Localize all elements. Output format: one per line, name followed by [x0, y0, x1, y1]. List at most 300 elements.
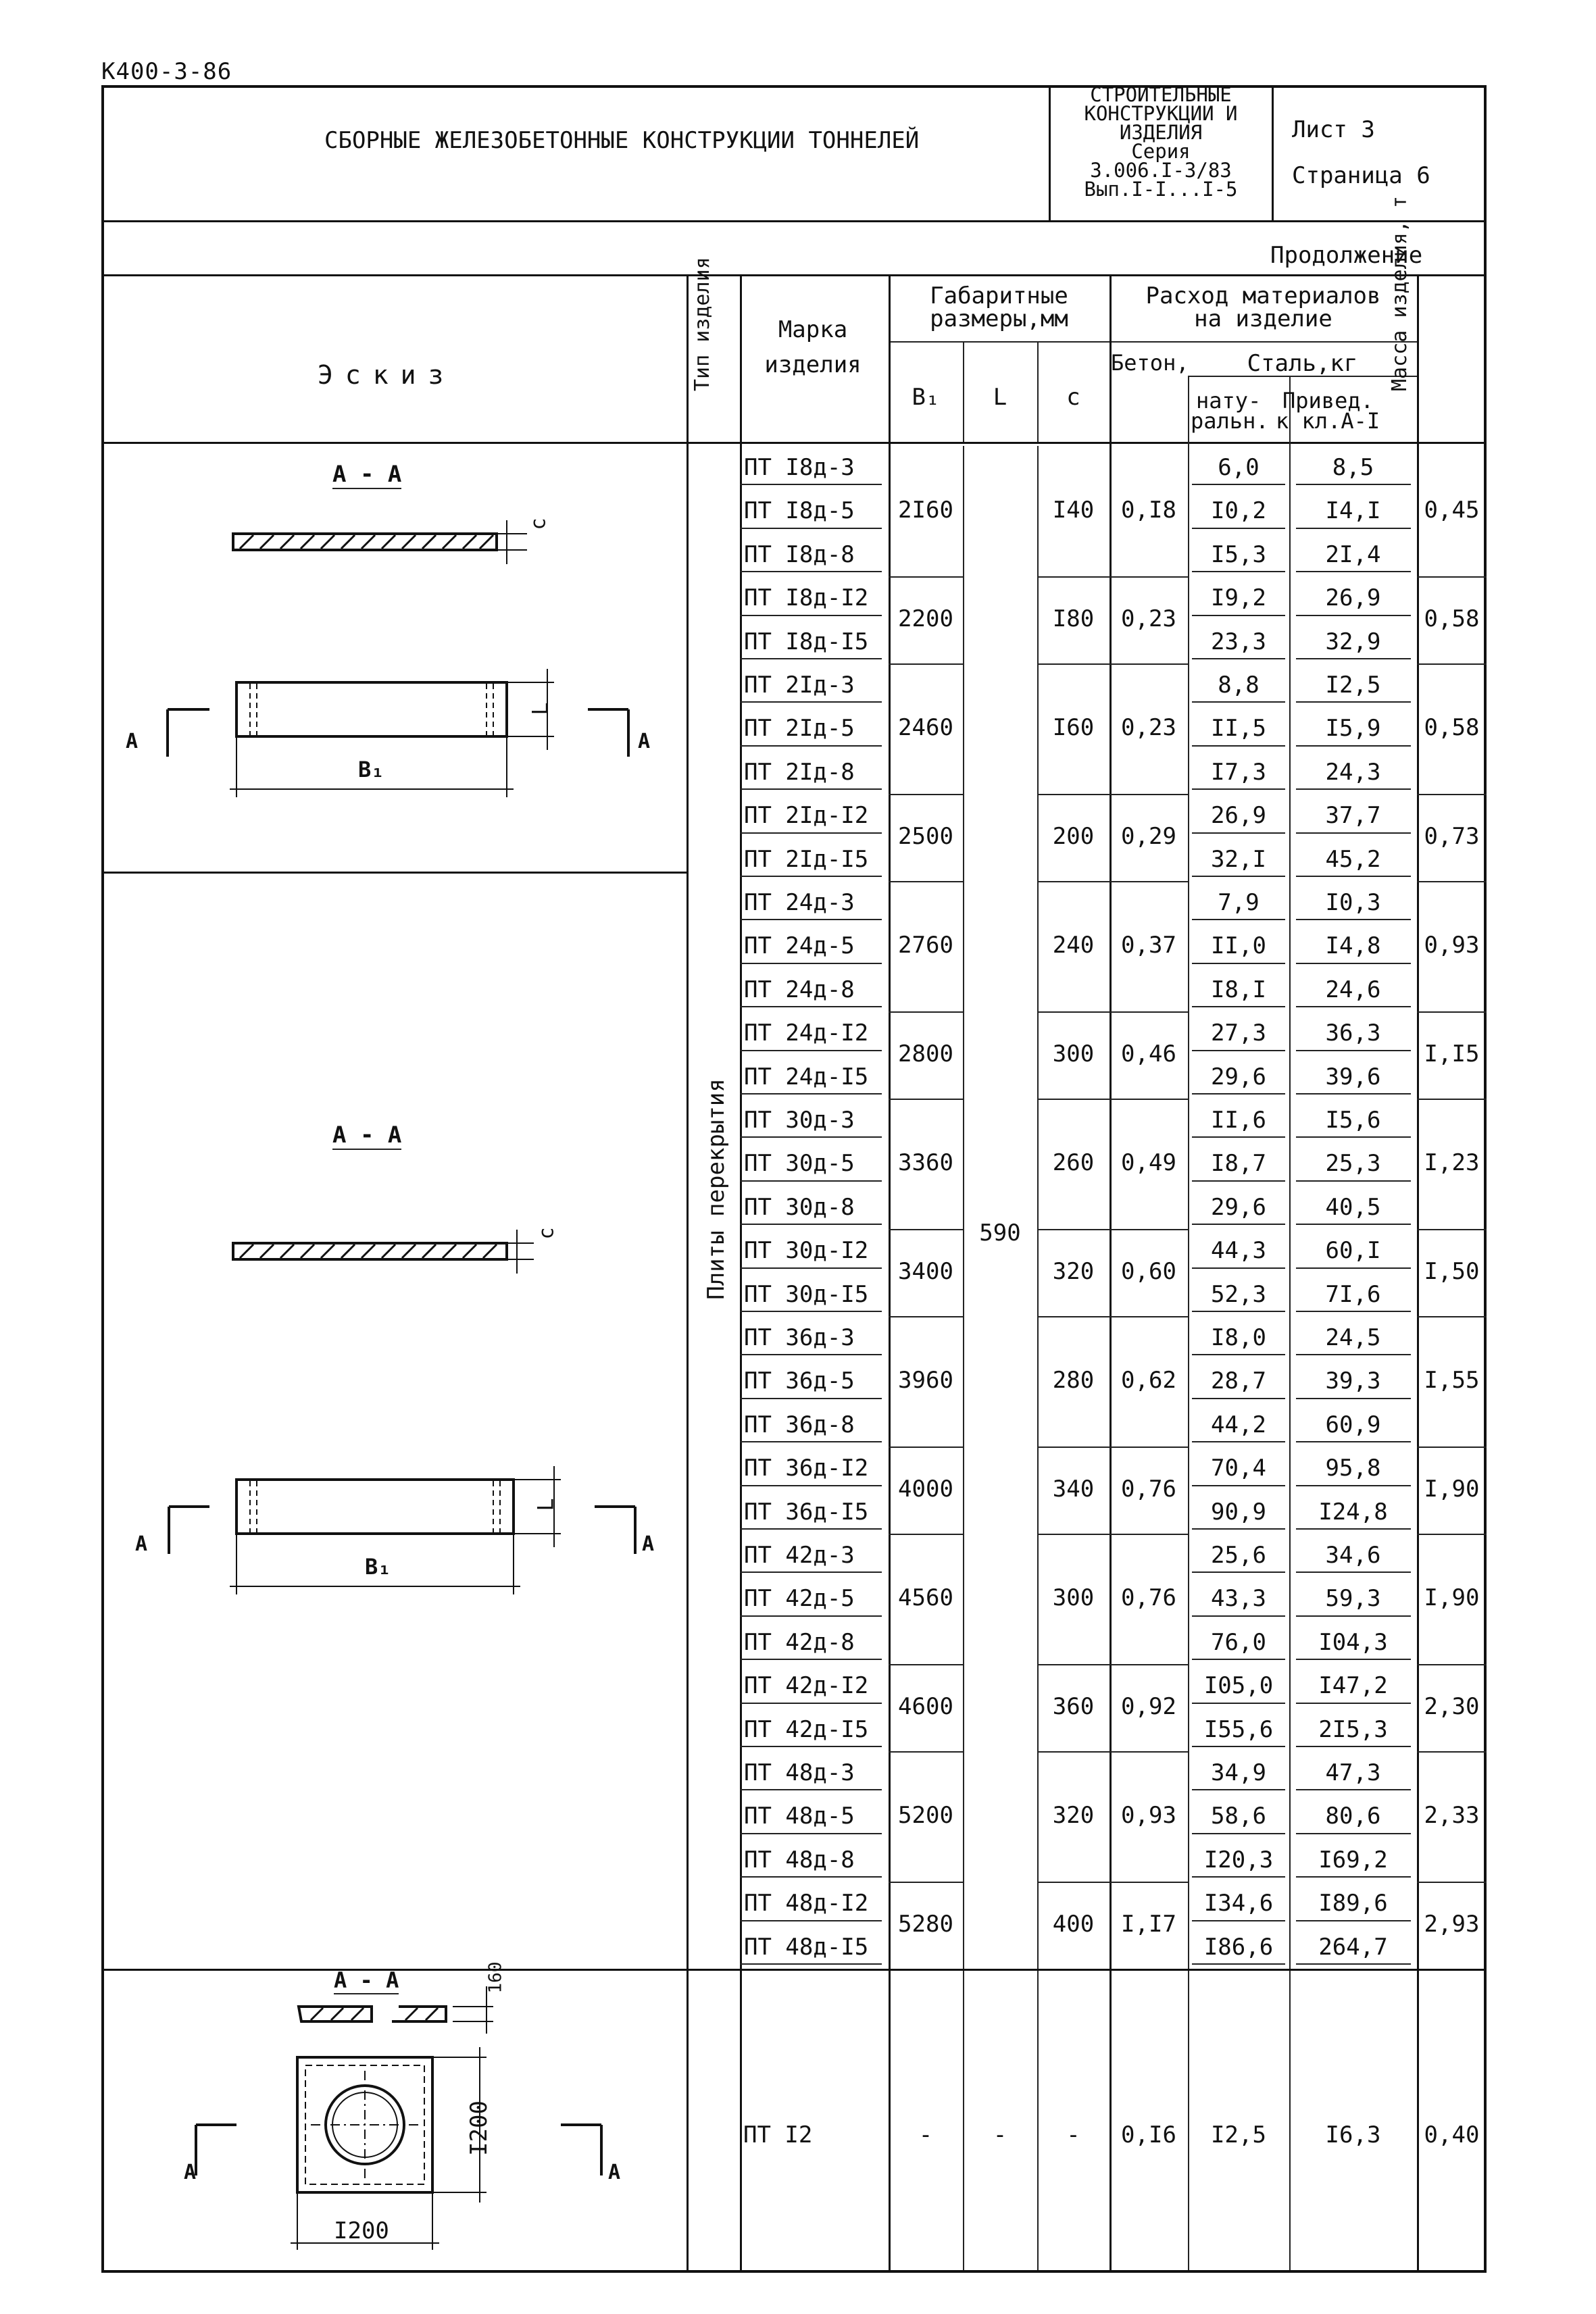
grid-hline: [740, 1050, 882, 1051]
sheet-number: Лист 3: [1292, 116, 1375, 143]
sketch-1-arrow-left: А: [126, 730, 139, 753]
group-concrete: 0,37: [1121, 931, 1176, 959]
grid-hline: [1296, 1311, 1411, 1312]
grid-hline: [1192, 1224, 1285, 1225]
grid-hline: [740, 701, 882, 703]
group-b1: 2I60: [898, 496, 953, 524]
grid-hline: [889, 1664, 963, 1665]
grid-hline: [1417, 1229, 1487, 1230]
row-reduced: 2I,4: [1325, 540, 1381, 568]
row-mark: ПТ 36д-3: [744, 1324, 855, 1351]
row-reduced: I0,3: [1325, 889, 1381, 916]
grid-hline: [1296, 658, 1411, 659]
grid-hline: [889, 1316, 963, 1317]
sketch-3-160-label: 160: [485, 1961, 506, 1994]
header-b1: B₁: [912, 384, 940, 411]
grid-hline: [1296, 1398, 1411, 1399]
last-row-l: -: [993, 2121, 1007, 2148]
group-c: I80: [1052, 605, 1095, 632]
header-c: c: [1066, 384, 1080, 411]
grid-hline: [889, 1011, 963, 1013]
sketch-1-section-title: А - А: [332, 461, 402, 488]
row-reduced: 60,9: [1325, 1411, 1381, 1438]
group-b1: 3960: [898, 1366, 953, 1394]
grid-hline: [1296, 1963, 1411, 1965]
group-b1: 5280: [898, 1910, 953, 1938]
grid-hline: [740, 1006, 882, 1007]
grid-hline: [740, 1963, 882, 1965]
row-mark: ПТ 30д-5: [744, 1150, 855, 1178]
grid-hline: [740, 963, 882, 964]
grid-hline: [1037, 881, 1188, 882]
sketch-2-L-label: L: [532, 1498, 559, 1511]
grid-hline: [1192, 1006, 1285, 1007]
grid-hline: [1296, 1267, 1411, 1269]
row-natural: 29,6: [1211, 1063, 1266, 1090]
group-mass: 2,93: [1424, 1910, 1480, 1938]
grid-hline: [1296, 1354, 1411, 1355]
group-b1: 2460: [898, 713, 953, 741]
sketch-3-plan-drawing: [182, 2047, 696, 2270]
grid-hline: [1296, 615, 1411, 616]
grid-hline: [1296, 1180, 1411, 1182]
grid-hline: [740, 1136, 882, 1138]
grid-hline: [740, 658, 882, 659]
group-concrete: 0,76: [1121, 1475, 1176, 1503]
row-mark: ПТ 30д-I5: [744, 1280, 869, 1308]
group-mass: 0,58: [1424, 713, 1480, 741]
grid-hline: [1037, 794, 1188, 795]
row-mark: ПТ 24д-5: [744, 932, 855, 960]
last-row-c: -: [1066, 2121, 1080, 2148]
row-mark: ПТ 36д-I2: [744, 1455, 869, 1482]
grid-hline: [740, 1659, 882, 1660]
series-line: Серия: [1131, 140, 1191, 163]
row-mark: ПТ 24д-I2: [744, 1020, 869, 1047]
row-mark: ПТ 36д-8: [744, 1411, 855, 1438]
grid-hline: [740, 484, 882, 485]
grid-hline: [1296, 876, 1411, 877]
grid-hline: [740, 615, 882, 616]
grid-hline: [1192, 832, 1285, 834]
grid-hline: [1192, 1659, 1285, 1660]
sketch-1-c-label: c: [526, 518, 551, 530]
row-natural: 28,7: [1211, 1367, 1266, 1395]
grid-hline: [889, 341, 1109, 343]
grid-hline: [1192, 1180, 1285, 1182]
grid-hline: [740, 1354, 882, 1355]
row-natural: 25,6: [1211, 1542, 1266, 1569]
group-mass: I,90: [1424, 1475, 1480, 1503]
document-code: К400-3-86: [101, 58, 232, 85]
row-mark: ПТ 2Iд-3: [744, 672, 855, 699]
row-mark: ПТ 48д-5: [744, 1803, 855, 1830]
sketch-2-plan-drawing: [115, 1466, 682, 1601]
row-natural: 43,3: [1211, 1585, 1266, 1613]
grid-hline: [1192, 1528, 1285, 1530]
row-reduced: 45,2: [1325, 845, 1381, 873]
row-mark: ПТ 24д-8: [744, 976, 855, 1003]
grid-hline: [1417, 663, 1487, 665]
row-mark: ПТ 42д-8: [744, 1628, 855, 1656]
grid-hline: [1192, 1136, 1285, 1138]
row-mark: ПТ 24д-I5: [744, 1063, 869, 1090]
grid-hline: [1192, 1833, 1285, 1834]
grid-hline: [1296, 1833, 1411, 1834]
grid-hline: [1192, 1703, 1285, 1704]
group-concrete: 0,23: [1121, 713, 1176, 741]
group-c: 320: [1052, 1801, 1095, 1829]
group-c: 360: [1052, 1692, 1095, 1720]
row-reduced: 36,3: [1325, 1020, 1381, 1047]
row-reduced: I69,2: [1318, 1846, 1388, 1873]
grid-hline: [889, 1882, 963, 1883]
row-reduced: I89,6: [1318, 1890, 1388, 1917]
grid-hline: [1296, 832, 1411, 834]
grid-hline: [1192, 658, 1285, 659]
row-natural: 26,9: [1211, 802, 1266, 830]
group-mass: 0,73: [1424, 822, 1480, 850]
row-mark: ПТ 48д-I2: [744, 1890, 869, 1917]
sketch-3-section-title: А - А: [334, 1967, 399, 1993]
grid-hline: [1296, 1659, 1411, 1660]
row-mark: ПТ 48д-8: [744, 1846, 855, 1873]
series-line: СТРОИТЕЛЬНЫЕ: [1090, 83, 1232, 106]
row-mark: ПТ 48д-I5: [744, 1933, 869, 1961]
row-natural: 70,4: [1211, 1455, 1266, 1482]
group-mass: I,I5: [1424, 1040, 1480, 1067]
group-b1: 2500: [898, 822, 953, 850]
row-mark: ПТ 2Iд-8: [744, 758, 855, 786]
group-b1: 2800: [898, 1040, 953, 1067]
group-mass: 2,33: [1424, 1801, 1480, 1829]
row-reduced: 34,6: [1325, 1542, 1381, 1569]
row-reduced: 8,5: [1332, 454, 1374, 481]
row-natural: I05,0: [1203, 1672, 1274, 1700]
grid-hline: [740, 1746, 882, 1747]
row-reduced: 24,6: [1325, 976, 1381, 1003]
row-reduced: 80,6: [1325, 1803, 1381, 1830]
grid-hline: [1296, 571, 1411, 572]
grid-hline: [740, 832, 882, 834]
row-natural: 34,9: [1211, 1759, 1266, 1786]
row-reduced: 37,7: [1325, 802, 1381, 830]
row-reduced: I24,8: [1318, 1498, 1388, 1526]
grid-hline: [1037, 1534, 1188, 1535]
grid-hline: [1109, 341, 1417, 343]
header-dims-1: Габаритные: [930, 282, 1068, 309]
grid-hline: [1296, 788, 1411, 790]
row-reduced: 60,I: [1325, 1237, 1381, 1265]
group-concrete: 0,93: [1121, 1801, 1176, 1829]
row-natural: 58,6: [1211, 1803, 1266, 1830]
grid-hline: [740, 1441, 882, 1442]
sketch-3-1200-horizontal: I200: [334, 2217, 389, 2244]
row-reduced: I4,8: [1325, 932, 1381, 960]
grid-hline: [1296, 484, 1411, 485]
grid-hline: [1192, 484, 1285, 485]
grid-vline: [963, 446, 964, 2270]
grid-hline: [1296, 1571, 1411, 1573]
row-reduced: 39,3: [1325, 1367, 1381, 1395]
grid-hline: [1296, 1528, 1411, 1530]
header-materials-1: Расход материалов: [1145, 282, 1381, 309]
last-row-mass: 0,40: [1424, 2121, 1480, 2148]
series-line: 3.006.I-3/83: [1090, 159, 1232, 182]
grid-hline: [740, 745, 882, 747]
sketch-1-L-label: L: [527, 702, 553, 715]
grid-hline: [1192, 701, 1285, 703]
row-natural: I8,I: [1211, 976, 1266, 1003]
grid-hline: [889, 881, 963, 882]
group-c: I40: [1052, 496, 1095, 524]
group-mass: 0,93: [1424, 931, 1480, 959]
grid-hline: [101, 1969, 1487, 1971]
grid-hline: [889, 1229, 963, 1230]
row-reduced: I4,I: [1325, 497, 1381, 525]
grid-hline: [1037, 1882, 1188, 1883]
group-c: 200: [1052, 822, 1095, 850]
group-b1: 3360: [898, 1149, 953, 1176]
grid-hline: [1037, 1011, 1188, 1013]
grid-hline: [1192, 1441, 1285, 1442]
group-concrete: I,I7: [1121, 1910, 1176, 1938]
group-mass: I,23: [1424, 1149, 1480, 1176]
last-row-reduced: I6,3: [1325, 2121, 1381, 2148]
grid-hline: [1296, 1615, 1411, 1617]
last-row-natural: I2,5: [1211, 2121, 1266, 2148]
row-natural: I86,6: [1203, 1933, 1274, 1961]
row-reduced: 2I5,3: [1318, 1715, 1388, 1743]
row-natural: 44,3: [1211, 1237, 1266, 1265]
grid-hline: [889, 1534, 963, 1535]
sketch-3-1200-vertical: I200: [465, 2101, 493, 2156]
row-mark: ПТ 36д-I5: [744, 1498, 869, 1526]
grid-hline: [1192, 1571, 1285, 1573]
group-c: 340: [1052, 1475, 1095, 1503]
grid-hline: [1192, 1920, 1285, 1921]
row-reduced: 40,5: [1325, 1193, 1381, 1221]
grid-hline: [1192, 876, 1285, 877]
row-reduced: 95,8: [1325, 1455, 1381, 1482]
sketch-2-arrow-left: А: [135, 1532, 148, 1556]
group-c: 280: [1052, 1366, 1095, 1394]
grid-hline: [1296, 528, 1411, 529]
grid-vline: [1188, 376, 1189, 2270]
group-concrete: 0,29: [1121, 822, 1176, 850]
title-divider: [1049, 85, 1051, 220]
grid-hline: [1192, 788, 1285, 790]
header-reduced-2: к кл.А-I: [1276, 408, 1380, 434]
grid-hline: [740, 1615, 882, 1617]
row-reduced: 24,3: [1325, 758, 1381, 786]
type-label: Плиты перекрытия: [703, 1078, 730, 1300]
row-mark: ПТ 36д-5: [744, 1367, 855, 1395]
row-reduced: I2,5: [1325, 672, 1381, 699]
group-c: I60: [1052, 713, 1095, 741]
row-natural: 90,9: [1211, 1498, 1266, 1526]
grid-hline: [889, 1751, 963, 1753]
grid-hline: [1037, 1751, 1188, 1753]
sketch-2-arrow-right: А: [642, 1532, 655, 1556]
group-concrete: 0,62: [1121, 1366, 1176, 1394]
row-natural: I8,7: [1211, 1150, 1266, 1178]
grid-hline: [1037, 1316, 1188, 1317]
grid-hline: [740, 571, 882, 572]
header-dims-2: размеры,мм: [930, 305, 1068, 332]
row-natural: 29,6: [1211, 1193, 1266, 1221]
group-concrete: 0,I8: [1121, 496, 1176, 524]
row-natural: I34,6: [1203, 1890, 1274, 1917]
row-reduced: 26,9: [1325, 584, 1381, 612]
series-line: КОНСТРУКЦИИ И: [1084, 102, 1238, 125]
group-c: 320: [1052, 1257, 1095, 1285]
grid-hline: [740, 1093, 882, 1095]
grid-hline: [1037, 1099, 1188, 1100]
grid-hline: [1296, 919, 1411, 920]
grid-hline: [1296, 1006, 1411, 1007]
sketch-3-arrow-left: А: [184, 2161, 197, 2184]
header-mass: Масса изделия, т: [1388, 196, 1412, 391]
last-row-concrete: 0,I6: [1121, 2121, 1176, 2148]
header-natural-2: ральн.: [1191, 408, 1269, 434]
grid-hline: [889, 663, 963, 665]
grid-hline: [740, 876, 882, 877]
grid-hline: [1192, 528, 1285, 529]
grid-hline: [1192, 1311, 1285, 1312]
grid-hline: [740, 1485, 882, 1486]
group-concrete: 0,76: [1121, 1584, 1176, 1611]
header-mark-1: Марка: [778, 316, 848, 343]
group-c: 300: [1052, 1584, 1095, 1611]
row-mark: ПТ 42д-3: [744, 1542, 855, 1569]
grid-vline: [1289, 376, 1291, 2270]
grid-hline: [1037, 663, 1188, 665]
continuation-label: Продолжение: [1270, 242, 1423, 269]
grid-hline: [1417, 1011, 1487, 1013]
grid-hline: [1296, 1093, 1411, 1095]
sketch-3-arrow-right: А: [608, 2161, 621, 2184]
grid-hline: [1192, 963, 1285, 964]
header-l: L: [993, 384, 1007, 411]
series-line: ИЗДЕЛИЯ: [1119, 121, 1203, 144]
row-natural: 6,0: [1218, 454, 1260, 481]
group-mass: 0,58: [1424, 605, 1480, 632]
grid-hline: [740, 1833, 882, 1834]
grid-hline: [1296, 1746, 1411, 1747]
grid-hline: [740, 1311, 882, 1312]
grid-hline: [740, 1528, 882, 1530]
row-natural: I5,3: [1211, 540, 1266, 568]
row-reduced: I47,2: [1318, 1672, 1388, 1700]
grid-hline: [889, 1447, 963, 1448]
group-mass: 0,45: [1424, 496, 1480, 524]
row-reduced: I5,6: [1325, 1107, 1381, 1134]
grid-hline: [101, 872, 687, 874]
row-natural: II,0: [1211, 932, 1266, 960]
row-mark: ПТ 30д-I2: [744, 1237, 869, 1265]
group-mass: I,50: [1424, 1257, 1480, 1285]
group-c: 300: [1052, 1040, 1095, 1067]
row-mark: ПТ I8д-5: [744, 497, 855, 525]
grid-hline: [1192, 571, 1285, 572]
row-natural: 44,2: [1211, 1411, 1266, 1438]
sketch-1-arrow-right: А: [638, 730, 651, 753]
sketch-1-B1-label: B₁: [358, 757, 384, 782]
sketch-2-c-label: c: [534, 1227, 559, 1240]
grid-hline: [889, 1099, 963, 1100]
grid-hline: [1192, 1354, 1285, 1355]
grid-hline: [1296, 1789, 1411, 1790]
grid-hline: [1296, 1920, 1411, 1921]
row-mark: ПТ 24д-3: [744, 889, 855, 916]
row-natural: I55,6: [1203, 1715, 1274, 1743]
header-sketch: Эскиз: [318, 360, 456, 390]
row-reduced: 24,5: [1325, 1324, 1381, 1351]
grid-hline: [1037, 1229, 1188, 1230]
page-number: Страница 6: [1292, 162, 1430, 189]
grid-hline: [889, 576, 963, 578]
group-concrete: 0,60: [1121, 1257, 1176, 1285]
sketch-2-section-title: А - А: [332, 1122, 402, 1149]
group-b1: 4000: [898, 1475, 953, 1503]
row-mark: ПТ 2Iд-5: [744, 715, 855, 743]
sketch-1-plan-drawing: [115, 669, 682, 804]
grid-hline: [1192, 1963, 1285, 1965]
row-reduced: 7I,6: [1325, 1280, 1381, 1308]
row-natural: I7,3: [1211, 758, 1266, 786]
grid-hline: [740, 528, 882, 529]
grid-hline: [740, 919, 882, 920]
grid-hline: [1192, 1485, 1285, 1486]
grid-hline: [889, 794, 963, 795]
group-concrete: 0,49: [1121, 1149, 1176, 1176]
grid-hline: [1192, 1746, 1285, 1747]
group-c: 400: [1052, 1910, 1095, 1938]
grid-hline: [740, 1398, 882, 1399]
grid-hline: [740, 1267, 882, 1269]
grid-hline: [740, 788, 882, 790]
group-b1: 2760: [898, 931, 953, 959]
row-natural: I9,2: [1211, 584, 1266, 612]
grid-hline: [1192, 1615, 1285, 1617]
grid-hline: [1192, 1267, 1285, 1269]
grid-hline: [1192, 1789, 1285, 1790]
header-type: Тип изделия: [691, 257, 714, 391]
group-mass: I,90: [1424, 1584, 1480, 1611]
grid-hline: [740, 1920, 882, 1921]
group-concrete: 0,46: [1121, 1040, 1176, 1067]
grid-hline: [1417, 1099, 1487, 1100]
row-mark: ПТ 42д-I5: [744, 1715, 869, 1743]
group-b1: 2200: [898, 605, 953, 632]
row-reduced: I04,3: [1318, 1628, 1388, 1656]
row-reduced: 59,3: [1325, 1585, 1381, 1613]
header-materials-2: на изделие: [1194, 305, 1332, 332]
group-mass: I,55: [1424, 1366, 1480, 1394]
grid-hline: [1417, 1664, 1487, 1665]
title-divider: [1272, 85, 1274, 220]
row-reduced: 32,9: [1325, 628, 1381, 655]
grid-hline: [740, 1180, 882, 1182]
group-b1: 3400: [898, 1257, 953, 1285]
grid-hline: [740, 1876, 882, 1878]
grid-hline: [1192, 1050, 1285, 1051]
grid-hline: [1296, 1703, 1411, 1704]
row-mark: ПТ 2Iд-I5: [744, 845, 869, 873]
row-reduced: I5,9: [1325, 715, 1381, 743]
header-steel: Сталь,кг: [1247, 350, 1358, 377]
